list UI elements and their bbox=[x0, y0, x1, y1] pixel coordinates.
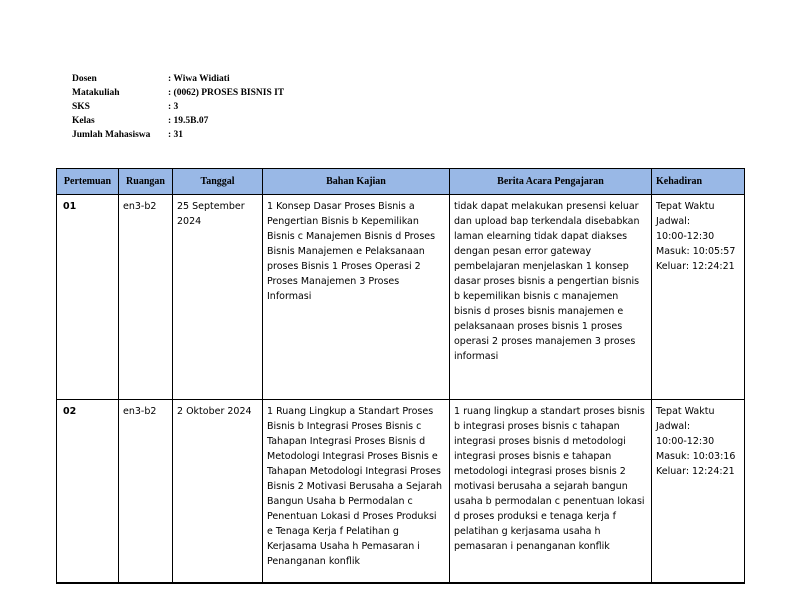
info-label: Kelas bbox=[72, 116, 95, 126]
info-label: Jumlah Mahasiswa bbox=[72, 130, 151, 140]
cell-ruangan: en3-b2 bbox=[119, 195, 173, 400]
info-label: SKS bbox=[72, 102, 90, 112]
cell-berita-acara: tidak dapat melakukan presensi keluar dan upload bap terkendala disebabkan laman elearning tidak dapat diakses dengan pesan error gateway pembelajaran menjelaskan 1 konsep dasar proses bisnis a pengertian bisnis b kepemilikan bisnis c manajemen bisnis d proses bisnis manajemen e pelaksanaan proses bisnis 1 proses operasi 2 proses manajemen 3 proses informasi bbox=[450, 195, 652, 400]
header-berita-acara: Berita Acara Pengajaran bbox=[450, 169, 652, 195]
info-row-matakuliah bbox=[72, 86, 284, 100]
cell-tanggal: 25 September 2024 bbox=[173, 195, 263, 400]
teaching-report-table bbox=[56, 168, 745, 584]
info-row-kelas bbox=[72, 114, 284, 128]
cell-bahan-kajian: 1 Ruang Lingkup a Standart Proses Bisnis b Integrasi Proses Bisnis c Tahapan Integrasi Proses Bisnis d Metodologi Integrasi Proses Bisnis e Tahapan Metodologi Integrasi Proses Bisnis 2 Motivasi Berusaha a Sejarah Bangun Usaha b Permodalan c Penentuan Lokasi d Proses Produksi e Tenaga Kerja f Pelatihan g Kerjasama Usaha h Pemasaran i Penanganan konflik bbox=[263, 400, 450, 584]
info-value: : 3 bbox=[168, 102, 179, 112]
header-tanggal: Tanggal bbox=[173, 169, 263, 195]
info-row-jumlah-mahasiswa bbox=[72, 128, 284, 142]
cell-berita-acara: 1 ruang lingkup a standart proses bisnis b integrasi proses bisnis c tahapan integrasi proses bisnis d metodologi integrasi proses bisnis e tahapan metodologi integrasi proses bisnis 2 motivasi berusaha a sejarah bangun usaha b permodalan c penentuan lokasi d proses produksi e tenaga kerja f pelatihan g kerjasama usaha h pemasaran i penanganan konflik bbox=[450, 400, 652, 584]
header-bahan-kajian: Bahan Kajian bbox=[263, 169, 450, 195]
info-value: : 31 bbox=[168, 130, 184, 140]
table-header-row bbox=[57, 169, 745, 195]
cell-pertemuan: 02 bbox=[57, 400, 119, 584]
cell-pertemuan: 01 bbox=[57, 195, 119, 400]
cell-bahan-kajian: 1 Konsep Dasar Proses Bisnis a Pengertian Bisnis b Kepemilikan Bisnis c Manajemen Bisnis d Proses Bisnis Manajemen e Pelaksanaan proses Bisnis 1 Proses Operasi 2 Proses Manajemen 3 Proses Informasi bbox=[263, 195, 450, 400]
header-pertemuan: Pertemuan bbox=[57, 169, 119, 195]
header-ruangan: Ruangan bbox=[119, 169, 173, 195]
header-kehadiran: Kehadiran bbox=[652, 169, 745, 195]
cell-kehadiran: Tepat Waktu Jadwal: 10:00-12:30 Masuk: 10:05:57 Keluar: 12:24:21 bbox=[652, 195, 745, 400]
course-info bbox=[72, 72, 284, 142]
info-row-dosen bbox=[72, 72, 284, 86]
table-row bbox=[57, 400, 745, 584]
info-value: : (0062) PROSES BISNIS IT bbox=[168, 88, 285, 98]
info-value: : Wiwa Widiati bbox=[168, 74, 230, 84]
table-row bbox=[57, 195, 745, 400]
cell-tanggal: 2 Oktober 2024 bbox=[173, 400, 263, 584]
cell-kehadiran: Tepat Waktu Jadwal: 10:00-12:30 Masuk: 10:03:16 Keluar: 12:24:21 bbox=[652, 400, 745, 584]
cell-ruangan: en3-b2 bbox=[119, 400, 173, 584]
info-label: Matakuliah bbox=[72, 88, 120, 98]
info-label: Dosen bbox=[72, 74, 97, 84]
info-row-sks bbox=[72, 100, 284, 114]
info-value: : 19.5B.07 bbox=[168, 116, 209, 126]
